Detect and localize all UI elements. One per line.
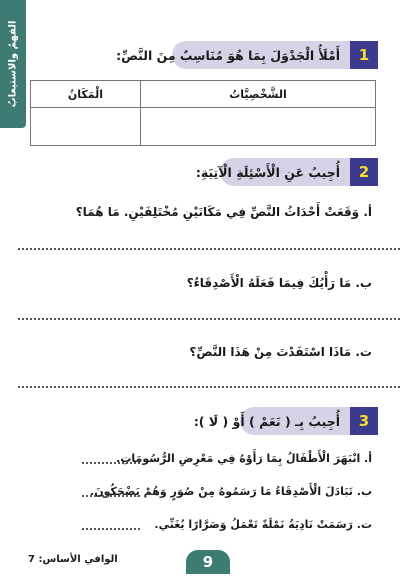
- question-3-item-b: ب. تَبَادَلَ الْأَصْدِقَاءُ مَا رَسَمُوهُ مِنْ صُوَرٍ وَهُمْ يَضْحَكُونَ.: [90, 485, 372, 498]
- question-1-bar: [116, 41, 378, 69]
- answer-blank-3a[interactable]: [82, 460, 140, 464]
- question-2-header: [195, 158, 378, 186]
- question-2-item-b: ب. مَا رَأْيُكَ فِيمَا فَعَلَهُ الْأَصْدِقَاءُ؟: [186, 276, 372, 290]
- question-3-item-c: ت. رَسَمَتْ نَادِيَةُ نَمْلَةً تَعْمَلُ وَصَرَّارًا يُغَنِّي.: [154, 518, 372, 531]
- table-header-place: الْمَكَانُ: [31, 81, 141, 108]
- answer-blank-3c[interactable]: [82, 526, 140, 530]
- answer-line-2b[interactable]: [18, 316, 400, 320]
- section-side-tab: [0, 0, 26, 128]
- question-2-item-a: أ. وَقَعَتْ أَحْدَاثُ النَّصِّ فِي مَكَانَيْنِ مُخْتَلِفَيْنِ. مَا هُمَا؟: [75, 205, 372, 219]
- table-cell-characters[interactable]: [141, 108, 376, 146]
- answer-line-2a[interactable]: [18, 246, 400, 250]
- answer-blank-3b[interactable]: [82, 493, 140, 497]
- question-2-number: 2: [350, 158, 378, 186]
- question-1-number: 1: [350, 41, 378, 69]
- table-cell-place[interactable]: [31, 108, 141, 146]
- page-number: 9: [186, 550, 230, 574]
- question-1-text: أَمْلَأُ الْجَدْوَلَ بِمَا هُوَ مُنَاسِبٌ مِنَ النَّصِّ:: [116, 47, 340, 63]
- section-side-tab-label: الفهمُ والاستيعابُ: [7, 20, 19, 108]
- question-3-number: 3: [350, 407, 378, 435]
- question-1-header: [116, 41, 378, 69]
- answer-table: [30, 80, 376, 146]
- question-3-header: [193, 407, 378, 435]
- question-2-text: أُجِيبُ عَنِ الْأَسْئِلَةِ الْآتِيَةِ:: [195, 164, 340, 180]
- question-3-text: أُجِيبُ بِـ ( نَعَمْ ) أَوْ ( لَا ):: [193, 413, 340, 429]
- question-2-item-c: ت. مَاذَا اسْتَفَدْتَ مِنْ هَذَا النَّصِّ؟: [189, 345, 372, 359]
- book-label: الوافي الأساس: 7: [28, 554, 118, 565]
- table-header-characters: الشَّخْصِيَّاتُ: [141, 81, 376, 108]
- answer-line-2c[interactable]: [18, 384, 400, 388]
- question-3-item-a: أ. انْبَهَرَ الْأَطْفَالُ بِمَا رَأَوْهُ فِي مَعْرِضِ الرُّسُومَاتِ.: [116, 452, 372, 465]
